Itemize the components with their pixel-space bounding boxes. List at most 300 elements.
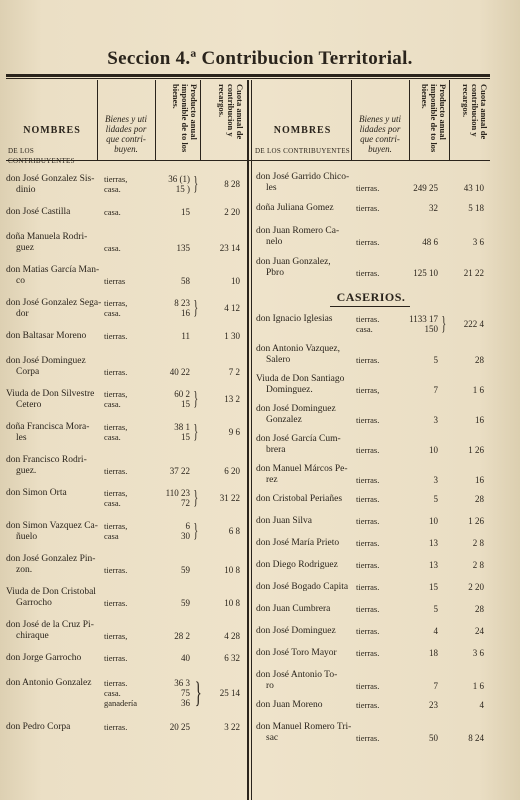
bienes-cell	[104, 367, 127, 377]
bienes-line: tierras.	[356, 582, 380, 592]
bienes-line: casa.	[356, 324, 373, 334]
bienes-line: tierras.	[356, 203, 380, 213]
producto-cell	[402, 314, 438, 334]
bienes-line: casa.	[104, 688, 121, 698]
contributor-name	[256, 700, 323, 711]
bienes-cell	[104, 488, 127, 508]
cuota-cell: 1 6	[472, 681, 484, 691]
contributor-name-line: don Simon Orta	[6, 488, 67, 498]
table-row	[2, 620, 246, 653]
bienes-line: casa.	[104, 399, 121, 409]
table-row	[2, 722, 246, 747]
cuota-cell: 28	[475, 355, 484, 365]
producto-line: 15	[429, 582, 438, 592]
cuota-cell: 1 30	[224, 331, 240, 341]
contributor-name-line: ñuelo	[16, 532, 38, 542]
table-row	[2, 207, 246, 232]
contributor-name-line: brera	[266, 445, 286, 455]
contributor-name	[256, 226, 339, 248]
table-row	[252, 172, 492, 203]
bienes-line: tierras.	[356, 355, 380, 365]
producto-cell	[154, 207, 190, 217]
bienes-line: tierras,	[356, 385, 380, 395]
producto-cell	[402, 445, 438, 455]
bienes-line: tierras,	[104, 422, 128, 432]
contributor-name-line: don José Dominguez	[6, 356, 86, 366]
table-row	[2, 356, 246, 389]
table-row	[252, 648, 492, 670]
producto-line: 6	[185, 521, 190, 531]
cuota-cell: 43 10	[463, 183, 484, 193]
header-divider	[449, 80, 450, 160]
bienes-cell	[104, 207, 121, 217]
brace-mark: }	[441, 313, 447, 335]
cuota-cell: 4 28	[224, 631, 240, 641]
header-rule-thin	[6, 78, 490, 79]
contributor-name	[6, 587, 96, 609]
table-row	[2, 232, 246, 265]
contributor-name-line: don Pedro Corpa	[6, 722, 71, 732]
bienes-line: tierras.	[356, 626, 380, 636]
bienes-line: casa	[104, 531, 119, 541]
contributor-name-line: don José García Cum-	[256, 434, 341, 444]
bienes-cell	[356, 582, 379, 592]
contributor-name	[256, 722, 351, 744]
contributor-name-line: guez.	[16, 466, 37, 476]
producto-cell	[154, 488, 190, 508]
bienes-line: tierras.	[356, 314, 380, 324]
contributor-name-line: don José de la Cruz Pi-	[6, 620, 94, 630]
bienes-cell	[356, 700, 379, 710]
contributor-name-line: Cetero	[16, 400, 42, 410]
producto-cell	[402, 355, 438, 365]
contributor-name-line: Viuda de Don Santiago	[256, 374, 345, 384]
bienes-cell	[104, 722, 127, 732]
producto-cell	[154, 243, 190, 253]
producto-line: 75	[181, 688, 190, 698]
producto-cell	[402, 582, 438, 592]
bienes-cell	[356, 415, 379, 425]
bienes-cell	[356, 314, 379, 334]
contributor-name-line: chiraque	[16, 631, 49, 641]
producto-cell	[402, 733, 438, 743]
producto-line: 20 25	[169, 722, 190, 732]
contributor-name-line: don José Dominguez	[256, 626, 336, 636]
header-bienes-line: lidades por	[359, 124, 401, 134]
header-divider	[409, 80, 410, 160]
producto-line: 59	[181, 598, 190, 608]
contributor-name-line: don José Gonzalez Sis-	[6, 174, 95, 184]
header-producto-right: Producto anual imponible de to los bienes.	[420, 84, 448, 153]
contributor-name-line: don Cristobal Periañes	[256, 494, 343, 504]
producto-cell	[154, 598, 190, 608]
cuota-cell: 28	[475, 604, 484, 614]
table-row	[252, 257, 492, 288]
bienes-line: tierras.	[356, 475, 380, 485]
contributor-name-line: don José María Prieto	[256, 538, 340, 548]
header-nombres-label: NOMBRES	[273, 125, 332, 136]
header-rule	[6, 74, 490, 77]
contributor-name-line: Garrocho	[16, 598, 52, 608]
header-cuota-left: Cuota anual de contribucion y recargos.	[217, 84, 245, 140]
bienes-cell	[356, 648, 379, 658]
bienes-cell	[356, 494, 379, 504]
bienes-line: tierras.	[104, 466, 128, 476]
contributor-name-line: don José Bogado Capita	[256, 582, 349, 592]
bienes-cell	[356, 681, 379, 691]
table-row	[252, 344, 492, 374]
contributor-name	[6, 265, 99, 287]
bienes-line: tierras,	[104, 174, 128, 184]
contributor-name-line: doña Juliana Gomez	[256, 203, 334, 213]
producto-line: 48 6	[422, 237, 438, 247]
contributor-name	[6, 389, 94, 411]
contributor-name-line: rez	[266, 475, 278, 485]
producto-line: 38 1	[174, 422, 190, 432]
bienes-cell	[356, 560, 379, 570]
brace-mark: }	[193, 297, 199, 319]
bienes-cell	[104, 331, 127, 341]
producto-line: 13	[429, 560, 438, 570]
producto-cell	[402, 626, 438, 636]
contributor-name	[256, 257, 331, 279]
bienes-line: tierras.	[104, 722, 128, 732]
bienes-line: tierras	[104, 276, 126, 286]
producto-cell	[154, 521, 190, 541]
producto-cell	[402, 475, 438, 485]
contributor-name	[256, 560, 338, 571]
brace-mark: }	[193, 487, 199, 509]
cuota-cell: 7 2	[228, 367, 240, 377]
section-caserios-rule	[330, 306, 410, 307]
bienes-cell	[356, 538, 379, 548]
contributor-name	[256, 374, 344, 396]
section-caserios: CASERIOS.	[336, 290, 406, 304]
bienes-cell	[104, 565, 127, 575]
contributor-name	[256, 516, 312, 527]
contributor-name-line: Pbro	[266, 268, 284, 278]
table-row	[2, 653, 246, 678]
contributor-name	[6, 554, 95, 576]
bienes-line: tierras,	[104, 389, 128, 399]
header-bienes-right	[352, 114, 408, 154]
cuota-cell: 21 22	[463, 268, 484, 278]
producto-cell	[154, 367, 190, 377]
producto-line: 58	[181, 276, 190, 286]
contributor-name	[6, 455, 87, 477]
bienes-line: tierras,	[104, 521, 128, 531]
brace-mark: }	[194, 676, 202, 709]
producto-cell	[402, 516, 438, 526]
table-row	[252, 626, 492, 648]
header-divider	[200, 80, 201, 160]
bienes-line: tierras.	[104, 653, 128, 663]
contributor-name-line: Corpa	[16, 367, 40, 377]
table-row	[2, 298, 246, 331]
contributor-name-line: nelo	[266, 237, 283, 247]
producto-line: 150	[424, 324, 438, 334]
header-divider	[155, 80, 156, 160]
bienes-line: tierras.	[356, 560, 380, 570]
contributor-name-line: sac	[266, 733, 279, 743]
cuota-cell: 2 20	[468, 582, 484, 592]
bienes-line: tierras.	[356, 538, 380, 548]
cuota-cell: 4 12	[224, 303, 240, 313]
contributor-name	[6, 331, 86, 342]
contributor-name-line: don Matias García Man-	[6, 265, 100, 275]
bienes-cell	[104, 521, 127, 541]
contributor-name-line: don Juan Silva	[256, 516, 312, 526]
table-row	[2, 331, 246, 356]
contributor-name-line: don Juan Cumbrera	[256, 604, 331, 614]
table-row	[252, 670, 492, 700]
contributor-name-line: don José Gonzalez Pin-	[6, 554, 96, 564]
table-row	[252, 404, 492, 434]
table-row	[252, 538, 492, 560]
header-bienes-line: lidades por	[105, 124, 147, 134]
bienes-cell	[356, 475, 379, 485]
producto-line: 36 3	[174, 678, 190, 688]
bienes-line: tierras.	[356, 183, 380, 193]
cuota-cell: 222 4	[463, 319, 484, 329]
table-row	[2, 422, 246, 455]
contributor-name-line: Gonzalez	[266, 415, 302, 425]
producto-cell	[154, 631, 190, 641]
producto-line: 36	[181, 698, 190, 708]
producto-line: 18	[429, 648, 438, 658]
table-row	[252, 722, 492, 752]
contributor-name-line: don José Gonzalez Sega-	[6, 298, 102, 308]
contributor-name	[6, 422, 89, 444]
contributor-name-line: don Diego Rodriguez	[256, 560, 338, 570]
contributor-name	[6, 678, 91, 689]
bienes-cell	[104, 598, 127, 608]
contributor-name-line: don Jorge Garrocho	[6, 653, 82, 663]
producto-cell	[154, 422, 190, 442]
contributor-name	[6, 298, 101, 320]
header-nombres-sub: DE LOS CONTRIBUYENTES	[8, 147, 75, 165]
bienes-cell	[356, 183, 379, 193]
bienes-line: tierras.	[356, 268, 380, 278]
producto-line: 249 25	[413, 183, 438, 193]
header-bienes-line: buyen.	[114, 144, 138, 154]
producto-line: 4	[433, 626, 438, 636]
contributor-name	[256, 314, 333, 325]
bienes-line: tierras.	[104, 565, 128, 575]
header-bienes-line: Bienes y uti	[105, 114, 147, 124]
producto-cell	[154, 565, 190, 575]
header-bienes-line: que contri-	[106, 134, 146, 144]
producto-cell	[402, 604, 438, 614]
bienes-line: casa.	[104, 432, 121, 442]
contributor-name-line: don Ignacio Iglesias	[256, 314, 333, 324]
contributor-name	[256, 344, 340, 366]
contributor-name	[6, 174, 94, 196]
bienes-cell	[104, 678, 137, 708]
producto-cell	[402, 538, 438, 548]
producto-line: 50	[429, 733, 438, 743]
bienes-line: ganadería	[104, 698, 138, 708]
producto-line: 40	[181, 653, 190, 663]
table-row	[2, 678, 246, 722]
contributor-name	[6, 722, 70, 733]
contributor-name-line: don José Dominguez	[256, 404, 336, 414]
contributor-name-line: Salero	[266, 355, 291, 365]
bienes-line: tierras.	[356, 445, 380, 455]
cuota-cell: 10	[231, 276, 240, 286]
cuota-cell: 25 14	[219, 688, 240, 698]
contributor-name-line: don Baltasar Moreno	[6, 331, 87, 341]
bienes-cell	[356, 604, 379, 614]
table-row	[252, 700, 492, 722]
brace-mark: }	[193, 388, 199, 410]
producto-cell	[402, 203, 438, 213]
producto-line: 59	[181, 565, 190, 575]
contributor-name	[6, 620, 94, 642]
contributor-name	[6, 356, 86, 378]
producto-line: 135	[176, 243, 190, 253]
cuota-cell: 13 2	[224, 394, 240, 404]
producto-cell	[154, 298, 190, 318]
bienes-cell	[356, 385, 379, 395]
bienes-cell	[104, 298, 127, 318]
producto-cell	[154, 653, 190, 663]
bienes-cell	[356, 237, 379, 247]
bienes-cell	[104, 466, 127, 476]
contributor-name-line: don Antonio Vazquez,	[256, 344, 340, 354]
contributor-name-line: doña Manuela Rodri-	[6, 232, 88, 242]
contributor-name-line: Dominguez.	[266, 385, 313, 395]
producto-line: 7	[433, 681, 438, 691]
producto-line: 37 22	[169, 466, 190, 476]
table-row	[252, 464, 492, 494]
producto-cell	[402, 415, 438, 425]
producto-cell	[154, 331, 190, 341]
table-row	[252, 604, 492, 626]
table-row	[2, 389, 246, 422]
contributor-name	[256, 172, 349, 194]
cuota-cell: 24	[475, 626, 484, 636]
contributor-name	[6, 488, 67, 499]
contributor-name-line: don Juan Gonzalez,	[256, 257, 331, 267]
header-nombres-sub: DE LOS CONTRIBUYENTES	[255, 147, 350, 155]
bienes-cell	[104, 174, 127, 194]
producto-line: 5	[433, 604, 438, 614]
brace-mark: }	[193, 173, 199, 195]
contributor-name	[6, 653, 81, 664]
contributor-name	[256, 582, 348, 593]
cuota-cell: 5 18	[468, 203, 484, 213]
contributor-name-line: Viuda de Don Cristobal	[6, 587, 96, 597]
producto-cell	[154, 466, 190, 476]
bienes-cell	[356, 268, 379, 278]
page-title: Seccion 4.ª Contribucion Territorial.	[107, 48, 413, 69]
producto-line: 5	[433, 494, 438, 504]
producto-line: 60 2	[174, 389, 190, 399]
producto-line: 5	[433, 355, 438, 365]
cuota-cell: 10 8	[224, 565, 240, 575]
producto-cell	[402, 494, 438, 504]
producto-cell	[154, 276, 190, 286]
bienes-cell	[356, 445, 379, 455]
contributor-name-line: co	[16, 276, 25, 286]
producto-cell	[402, 268, 438, 278]
table-row	[252, 203, 492, 226]
producto-line: 3	[433, 415, 438, 425]
contributor-name	[256, 464, 348, 486]
cuota-cell: 16	[475, 475, 484, 485]
cuota-cell: 9 6	[228, 427, 240, 437]
table-row	[2, 521, 246, 554]
contributor-name	[256, 670, 337, 692]
producto-cell	[402, 183, 438, 193]
bienes-line: casa.	[104, 498, 121, 508]
contributor-name-line: doña Francisca Mora-	[6, 422, 90, 432]
producto-line: 28 2	[174, 631, 190, 641]
contributor-name-line: guez	[16, 243, 34, 253]
bienes-line: tierras.	[356, 648, 380, 658]
contributor-name	[256, 648, 337, 659]
producto-line: 40 22	[169, 367, 190, 377]
contributor-name-line: don Antonio Gonzalez	[6, 678, 92, 688]
cuota-cell: 3 22	[224, 722, 240, 732]
producto-cell	[402, 700, 438, 710]
producto-cell	[154, 389, 190, 409]
bienes-line: casa.	[104, 243, 121, 253]
cuota-cell: 2 8	[472, 538, 484, 548]
bienes-cell	[104, 653, 127, 663]
contributor-name	[6, 521, 98, 543]
column-divider	[247, 80, 249, 800]
bienes-line: tierras,	[104, 488, 128, 498]
producto-cell	[402, 681, 438, 691]
brace-mark: }	[193, 421, 199, 443]
table-row	[2, 265, 246, 298]
header-bienes-line: Bienes y uti	[359, 114, 401, 124]
cuota-cell: 1 6	[472, 385, 484, 395]
cuota-cell: 23 14	[219, 243, 240, 253]
header-producto-left: Producto anual imponible de to los bienes.	[171, 84, 199, 153]
bienes-line: tierras.	[104, 331, 128, 341]
bienes-cell	[356, 626, 379, 636]
producto-line: 15	[181, 207, 190, 217]
table-row	[2, 587, 246, 620]
table-row	[252, 560, 492, 582]
producto-line: 13	[429, 538, 438, 548]
table-row	[252, 434, 492, 464]
producto-cell	[402, 237, 438, 247]
contributor-name-line: don Manuel Márcos Pe-	[256, 464, 348, 474]
cuota-cell: 1 26	[468, 516, 484, 526]
producto-line: 10	[429, 445, 438, 455]
producto-line: 1133 17	[409, 314, 438, 324]
contributor-name-line: dinio	[16, 185, 36, 195]
contributor-name	[6, 207, 70, 218]
producto-line: 15	[181, 399, 190, 409]
producto-line: 16	[181, 308, 190, 318]
contributor-name-line: don José Toro Mayor	[256, 648, 337, 658]
table-row	[2, 174, 246, 207]
producto-line: 110 23	[165, 488, 190, 498]
bienes-line: tierras.	[356, 700, 380, 710]
producto-cell	[402, 560, 438, 570]
bienes-cell	[356, 516, 379, 526]
producto-cell	[154, 174, 190, 194]
bienes-line: tierras.	[356, 681, 380, 691]
cuota-cell: 2 20	[224, 207, 240, 217]
table-row	[252, 494, 492, 516]
producto-line: 10	[429, 516, 438, 526]
